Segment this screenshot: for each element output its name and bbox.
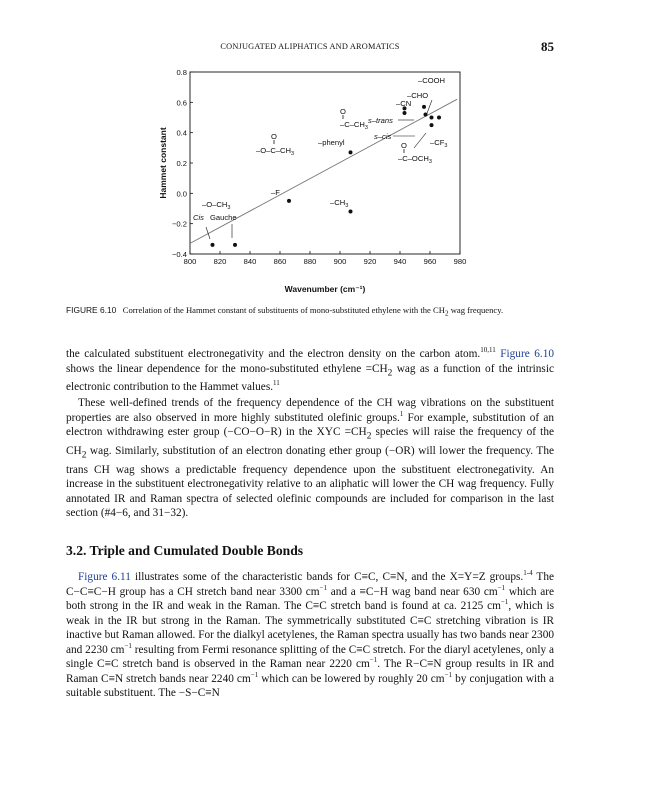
x-tick-label: 980 (453, 257, 467, 266)
label-ococh3-sub: 3 (291, 151, 295, 157)
data-point (430, 123, 434, 127)
label-phenyl: –phenyl (318, 138, 345, 147)
p3-sup-6: −1 (250, 670, 259, 679)
label-ch3-main: –CH (330, 198, 346, 207)
label-coch3-sub: 3 (364, 125, 368, 131)
label-ch3-sub: 3 (345, 203, 349, 209)
x-axis-label: Wavenumber (cm⁻¹) (284, 284, 366, 294)
label-cho: –CHO (407, 91, 429, 100)
label-ococh3 (256, 146, 294, 157)
x-tick-label: 820 (213, 257, 227, 266)
p3-sup-5: −1 (369, 656, 378, 665)
p1-ref-1[interactable]: 10,11 (480, 346, 496, 355)
label-s-cis: s–cis (374, 132, 392, 141)
label-och3-sub: 3 (227, 205, 231, 211)
page-header (66, 40, 554, 56)
paragraph-2 (66, 396, 554, 521)
x-tick-label: 880 (303, 257, 317, 266)
p3-text-2: The C−C≡C−H group has a CH stretch band near 3300 cm (66, 571, 554, 598)
annotations (193, 76, 447, 239)
y-tick-label: 0.0 (176, 189, 187, 199)
paragraph-3 (66, 570, 554, 701)
data-point (233, 243, 237, 247)
label-cf3-main: –CF (430, 138, 445, 147)
p3-text-8: which can be lowered by roughly 20 cm (258, 672, 445, 685)
label-coch3 (340, 120, 368, 131)
data-point (287, 199, 291, 203)
p1-text-3: wag as a function of the intrinsic electronic contribution to the Hammet values. (66, 362, 554, 394)
p3-sup-1: −1 (319, 583, 328, 592)
label-cooch3-bond: ‖ (402, 149, 406, 155)
label-cooch3 (398, 154, 432, 165)
label-ococh3-o: O (271, 132, 277, 141)
x-tick-label: 800 (183, 257, 197, 266)
p2-sub-1: 2 (366, 431, 372, 442)
x-tick-label: 940 (393, 257, 407, 266)
section-heading: 3.2. Triple and Cumulated Double Bonds (66, 543, 304, 558)
data-point (437, 116, 441, 120)
paragraph-1 (66, 347, 554, 395)
p3-text-3: and a ≡C−H wag band near 630 cm (327, 585, 498, 598)
x-tick-label: 900 (333, 257, 347, 266)
label-coch3-o: O (340, 107, 346, 116)
label-cf3 (430, 138, 447, 149)
p2-text-4: wag. Similarly, substitution of an electron donating ether group (−OR) will lower the frequency. The trans CH wag shows a predictable frequency dependence upon the substituent electronegativity. An increase in the substituent electronegativity relative to an aliphatic will lower the CH wag frequency. Fully annotated IR and Raman spectra of selected olefinic compounds are included for comparison in the last section (#4−6, and 31−32). (66, 444, 554, 519)
data-point (211, 243, 215, 247)
p3-text-6: resulting from Fermi resonance splitting of the C≡C stretch. For the diaryl acetylenes, only a single C≡C stretch band is observed in the Raman near 2220 cm (66, 643, 555, 670)
p3-sup-3: −1 (500, 598, 509, 607)
figure-6-10-link[interactable]: Figure 6.10 (500, 348, 554, 360)
label-cooch3-sub: 3 (428, 159, 432, 165)
y-axis-label: Hammet constant (158, 127, 168, 199)
x-tick-label: 860 (273, 257, 287, 266)
x-tick-label: 920 (363, 257, 377, 266)
page-number: 85 (541, 39, 554, 54)
y-tick-label: 0.4 (176, 128, 187, 138)
label-ococh3-main: –O–C–CH (256, 146, 292, 155)
label-coch3-bond: ‖ (341, 115, 345, 121)
label-ococh3-bond: ‖ (272, 140, 276, 146)
label-cooh: –COOH (418, 76, 446, 85)
data-point (349, 150, 353, 154)
label-och3 (202, 200, 230, 211)
p3-text-7: . The R−C≡N group results in IR and Raman C≡N stretch bands near 2240 cm (66, 658, 554, 685)
p3-sup-7: −1 (444, 670, 453, 679)
p3-text-9: by conjugation with a suitable substituent. The −S−C≡N (66, 672, 555, 699)
p2-text-1: These well-defined trends of the frequency dependence of the CH wag vibrations on the substituent properties are also observed in more highly substituted olefinic groups. (66, 397, 554, 424)
x-tick-label: 840 (243, 257, 257, 266)
label-coch3-main: –C–CH (340, 120, 365, 129)
label-ch3 (330, 198, 348, 209)
y-tick-label: 0.2 (176, 159, 187, 168)
label-cn: –CN (396, 99, 412, 108)
figure-caption (66, 305, 554, 320)
figure-6-10-chart (150, 66, 480, 298)
figure-6-11-link[interactable]: Figure 6.11 (78, 571, 131, 583)
y-tick-label: 0.8 (176, 68, 187, 77)
caption-sub: 2 (444, 309, 449, 318)
label-cf3-sub: 3 (444, 143, 448, 149)
p1-ref-2[interactable]: 11 (273, 379, 280, 388)
caption-text-2: wag frequency. (450, 305, 504, 315)
y-tick-label: −0.4 (172, 250, 187, 259)
label-f: –F (271, 188, 280, 197)
label-cis: Cis (193, 213, 204, 222)
label-cooch3-main: –C–OCH (398, 154, 429, 163)
data-point (422, 105, 426, 109)
caption-label: FIGURE 6.10 (66, 305, 117, 315)
x-tick-label: 960 (423, 257, 437, 266)
y-tick-label: 0.6 (176, 98, 187, 108)
p2-text-2: For example, substitution of an electron withdrawing ester group (−CO−O−R) in the XYC =CH (66, 411, 554, 438)
p1-text-1: the calculated substituent electronegativity and the electron density on the carbon atom. (66, 348, 481, 360)
p3-ref-1[interactable]: 1-4 (523, 569, 533, 578)
running-head: CONJUGATED ALIPHATICS AND AROMATICS (220, 42, 400, 51)
p2-sub-2: 2 (81, 450, 87, 460)
p3-text-5: , which is weak in the IR but strong in the Raman. The symmetrically substituted C≡C stretching vibration is IR inactive but Raman allowed. For the dialkyl acetylenes, the Raman spectra usually has two bands near 2300 and 2230 cm (66, 600, 554, 656)
p2-ref-1[interactable]: 1 (399, 409, 404, 418)
caption-text: Correlation of the Hammet constant of substituents of mono-substituted ethylene with the CH (122, 305, 445, 315)
data-point (430, 116, 434, 120)
p3-text-1: illustrates some of the characteristic bands for C≡C, C≡N, and the X=Y=Z groups. (130, 571, 524, 583)
x-ticks (184, 251, 467, 266)
label-gauche: Gauche (210, 213, 237, 222)
p3-sup-4: −1 (124, 641, 132, 650)
p2-text-3: species will raise the frequency of the CH (66, 426, 554, 457)
label-och3-main: –O–CH (202, 200, 228, 209)
p3-sup-2: −1 (497, 583, 506, 592)
chart-svg (150, 66, 480, 298)
p1-sub-1: 2 (387, 367, 393, 378)
label-s-trans: s–trans (368, 116, 393, 125)
p1-text-2: shows the linear dependence for the mono-substituted ethylene =CH (66, 362, 388, 375)
arrow-cooch3 (414, 133, 426, 148)
p3-text-4: which are both strong in the IR and weak in the Raman. The C≡C stretch band is found at ca. 2125 cm (66, 585, 555, 612)
y-tick-label: −0.2 (172, 219, 187, 229)
data-point (403, 111, 407, 115)
data-point (349, 210, 353, 214)
label-cooch3-o: O (401, 141, 407, 150)
